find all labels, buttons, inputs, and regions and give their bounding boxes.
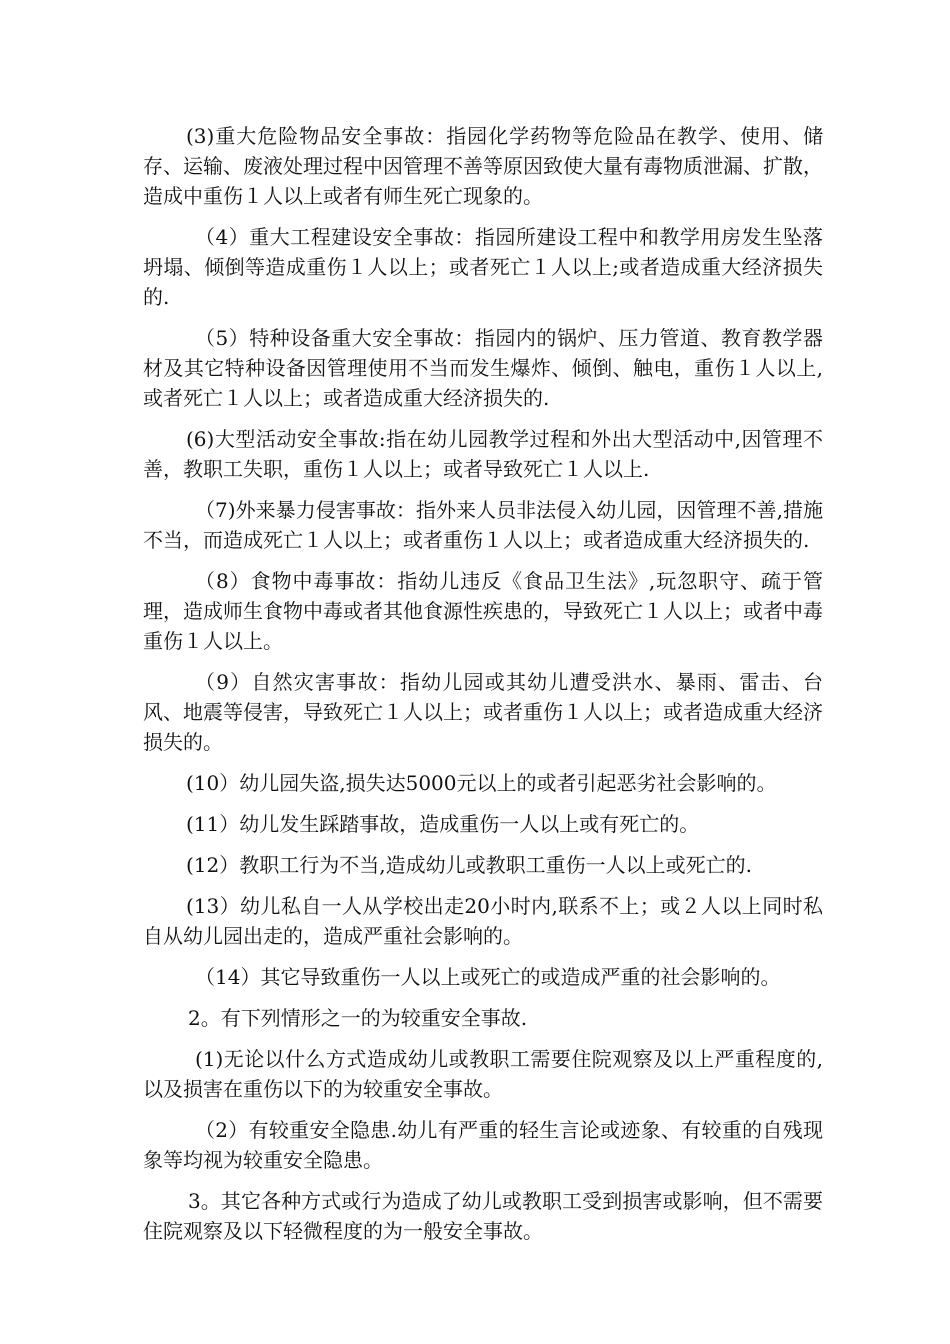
section-3-paragraph: 3。其它各种方式或行为造成了幼儿或教职工受到损害或影响，但不需要住院观察及以下轻微程度的为一般安全事故。 (143, 1189, 823, 1243)
section-2-heading: 2。有下列情形之一的为较重安全事故. (188, 1006, 528, 1030)
paragraph-item-3: (3)重大危险物品安全事故：指园化学药物等危险品在教学、使用、储存、运输、废液处理过程中因管理不善等原因致使大量有毒物质泄漏、扩散，造成中重伤１人以上或者有师生死亡现象的。 (143, 124, 823, 208)
paragraph-item-11: (11）幼儿发生踩踏事故，造成重伤一人以上或有死亡的。 (186, 812, 700, 836)
paragraph-item-7: （7)外来暴力侵害事故：指外来人员非法侵入幼儿园，因管理不善,措施不当，而造成死亡１人以上；或者重伤１人以上；或者造成重大经济损失的. (143, 498, 823, 552)
paragraph-item-13: (13）幼儿私自一人从学校出走20小时内,联系不上；或２人以上同时私自从幼儿园出走的，造成严重社会影响的。 (143, 894, 823, 948)
paragraph-item-14: （14）其它导致重伤一人以上或死亡的或造成严重的社会影响的。 (195, 965, 781, 989)
paragraph-item-12: (12）教职工行为不当,造成幼儿或教职工重伤一人以上或死亡的. (186, 853, 752, 877)
section-2-item-1: (1)无论以什么方式造成幼儿或教职工需要住院观察及以上严重程度的,以及损害在重伤以下的为较重安全事故。 (143, 1047, 823, 1101)
paragraph-item-5: （5）特种设备重大安全事故：指园内的锅炉、压力管道、教育教学器材及其它特种设备因管理使用不当而发生爆炸、倾倒、触电，重伤１人以上,或者死亡１人以上；或者造成重大经济损失的. (143, 326, 823, 410)
section-2-item-2: （2）有较重安全隐患.幼儿有严重的轻生言论或迹象、有较重的自残现象等均视为较重安全隐患。 (143, 1118, 823, 1172)
paragraph-item-6: (6)大型活动安全事故:指在幼儿园教学过程和外出大型活动中,因管理不善，教职工失职，重伤１人以上；或者导致死亡１人以上. (143, 427, 823, 481)
paragraph-item-4: （4）重大工程建设安全事故：指园所建设工程中和教学用房发生坠落坍塌、倾倒等造成重伤１人以上；或者死亡１人以上;或者造成重大经济损失的. (143, 225, 823, 309)
paragraph-item-10: (10）幼儿园失盗,损失达5000元以上的或者引起恶劣社会影响的。 (186, 771, 777, 795)
paragraph-item-8: （8）食物中毒事故：指幼儿违反《食品卫生法》,玩忽职守、疏于管理，造成师生食物中毒或者其他食源性疾患的，导致死亡１人以上；或者中毒重伤１人以上。 (143, 569, 823, 653)
paragraph-item-9: （9）自然灾害事故：指幼儿园或其幼儿遭受洪水、暴雨、雷击、台风、地震等侵害，导致死亡１人以上；或者重伤１人以上；或者造成重大经济损失的。 (143, 670, 823, 754)
document-body (143, 121, 823, 1257)
